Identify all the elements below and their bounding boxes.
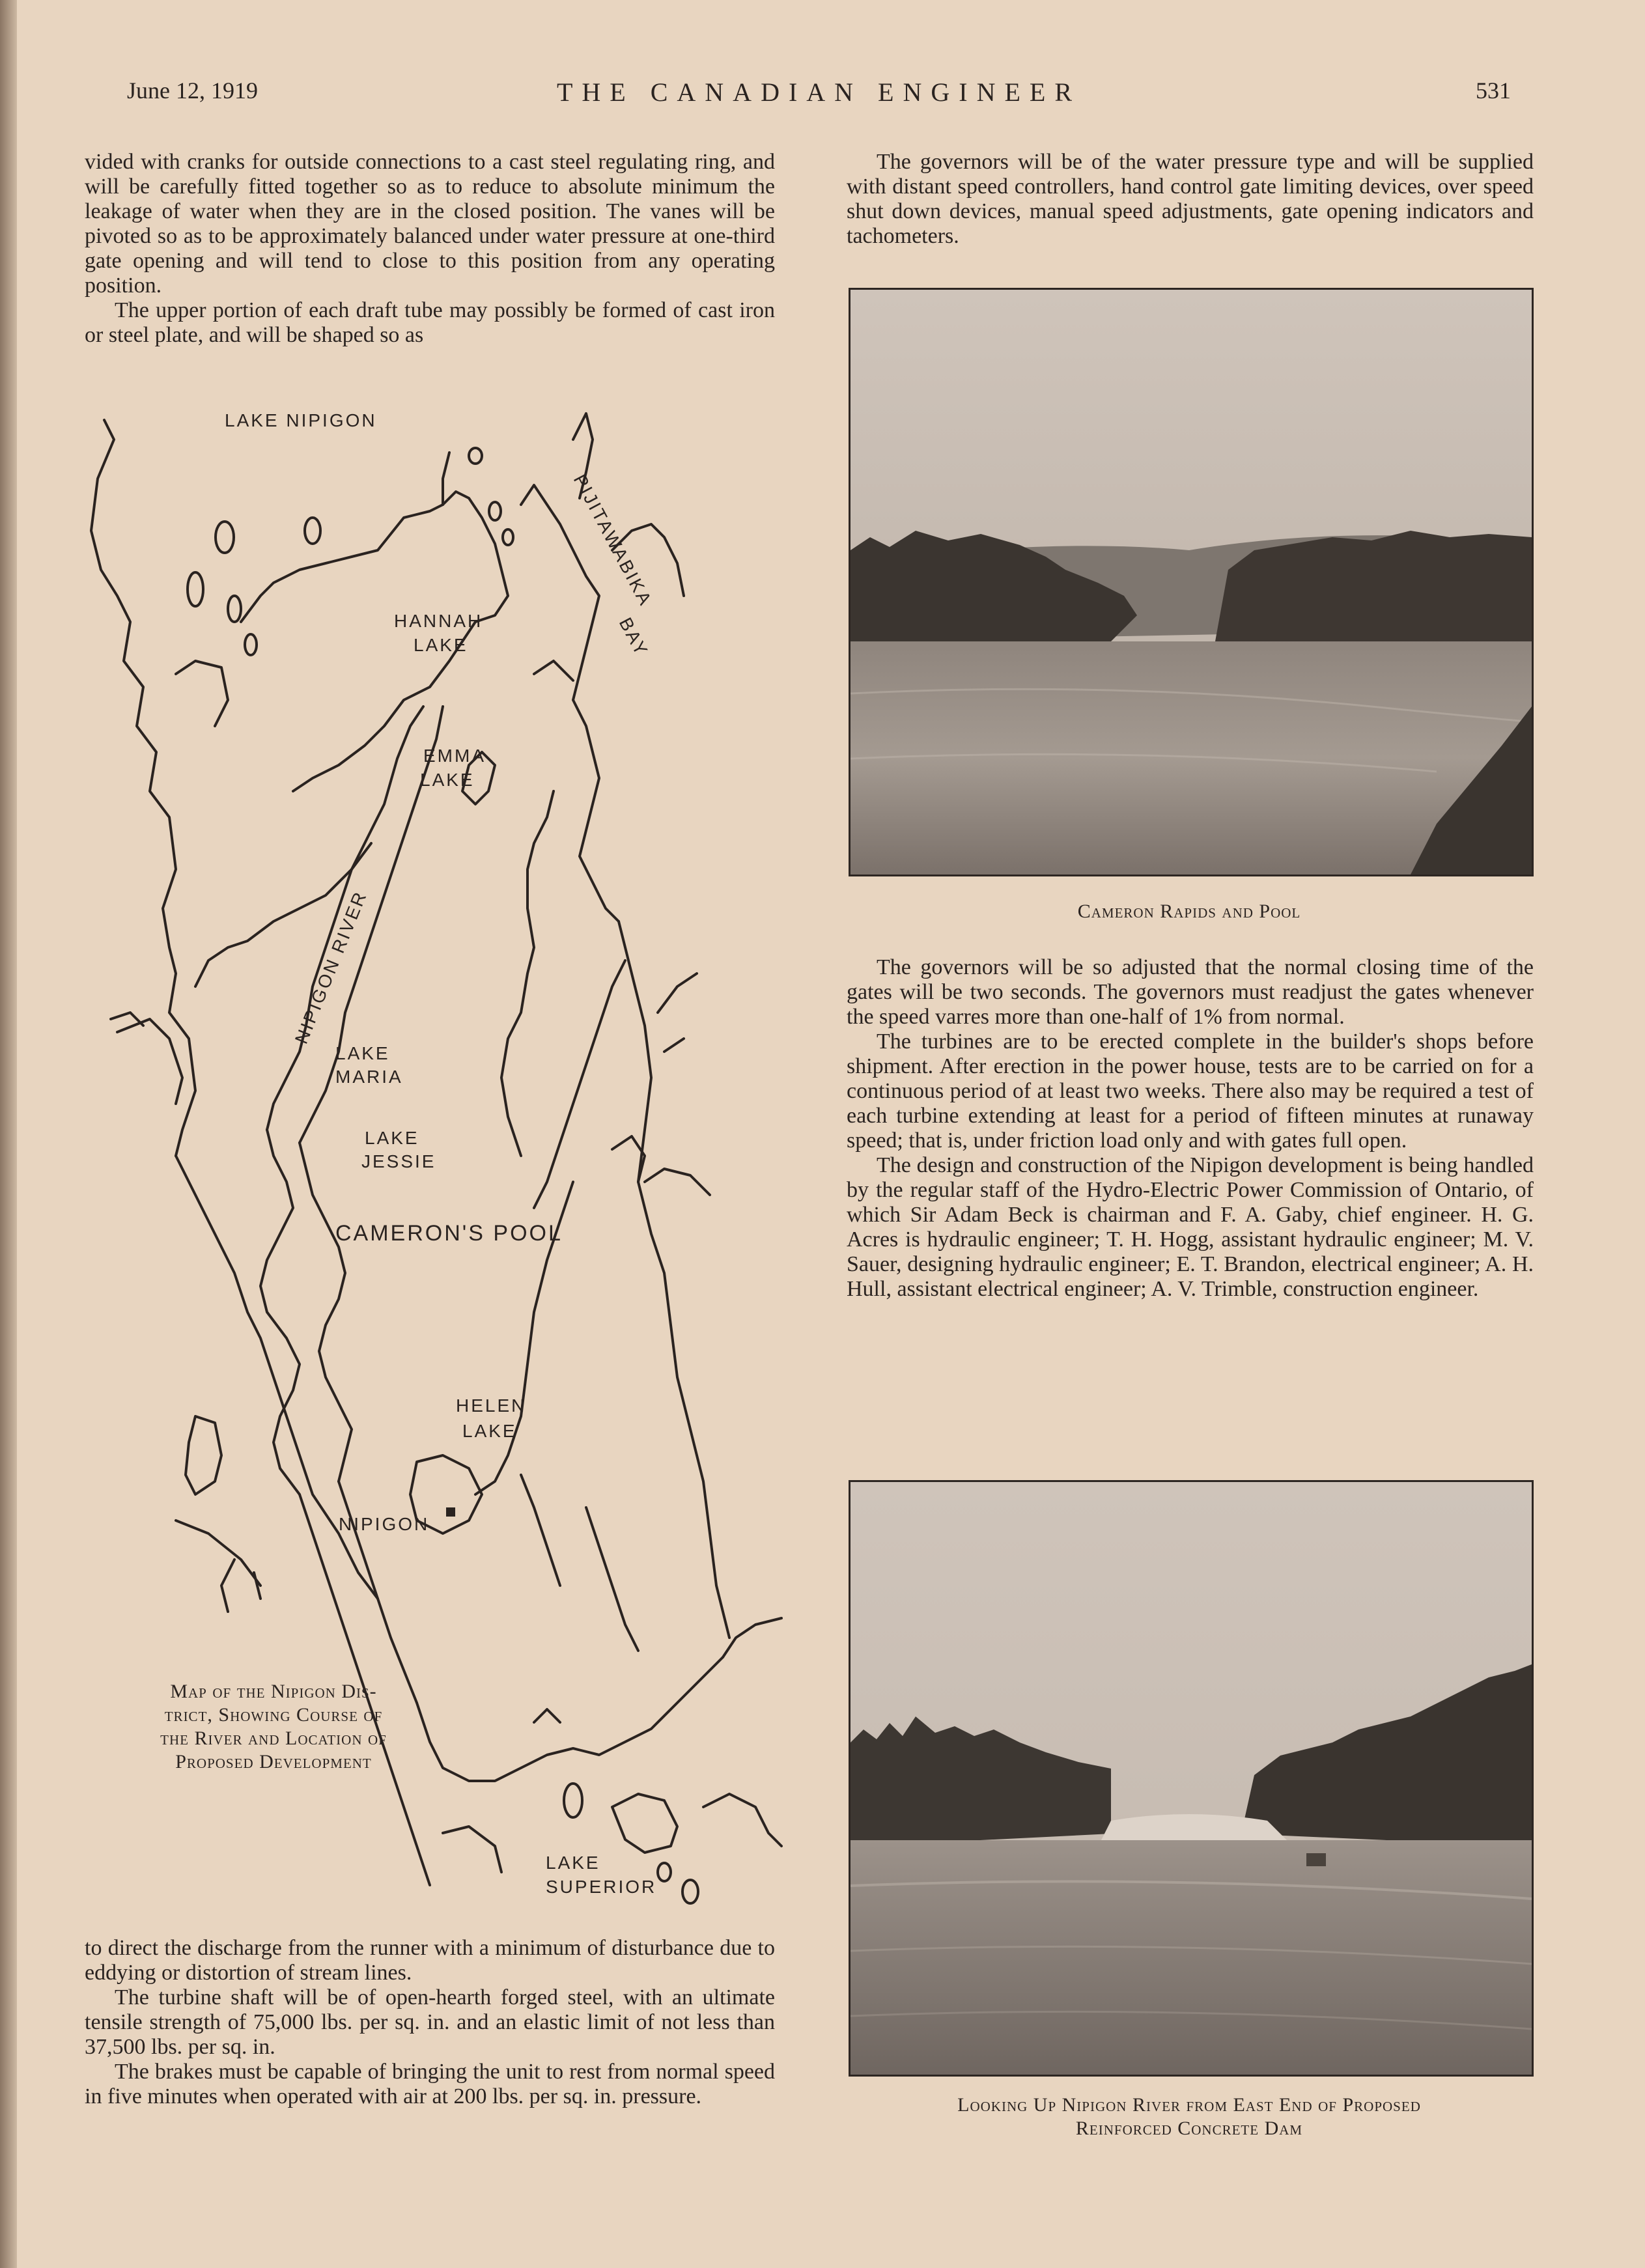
photo-cameron-rapids-caption: Cameron Rapids and Pool [1077,901,1301,922]
paragraph: The turbines are to be erected complete in the builder's shops before shipment. After erection in the power house, tests are to be carried on for a continuous period of at least two weeks. There also may be required a test of each turbine extending at least for a period of fifteen minutes at runaway speed; that is, under friction load only and with gates full open. [847,1029,1534,1153]
left-column-top-text [85,150,775,348]
left-column-bottom-text [85,1936,775,2109]
label-helen-lake: LAKE [462,1421,517,1441]
caption-line: Reinforced Concrete Dam [1075,2118,1303,2139]
label-helen: HELEN [456,1395,527,1416]
label-nipigon-river: NIPIGON RIVER [290,888,371,1047]
label-hannah-lake: LAKE [414,635,468,655]
label-lake-jessie-1: LAKE [365,1128,419,1148]
label-emma: EMMA [423,746,486,766]
photo-nipigon-river-dam-caption [840,2093,1538,2140]
page-number: 531 [1476,77,1511,104]
paragraph: The governors will be of the water pressure type and will be supplied with distant speed controllers, hand control gate limiting devices, over speed shut down devices, manual speed adjustments, gate opening indicators and tachometers. [847,150,1534,248]
label-lake-jessie-2: JESSIE [361,1151,436,1171]
paragraph: to direct the discharge from the runner with a minimum of disturbance due to eddying or distortion of stream lines. [85,1936,775,1985]
label-lake-superior-1: LAKE [546,1853,600,1873]
label-emma-lake: LAKE [420,770,475,790]
photo-cameron-rapids-image [851,290,1532,875]
nipigon-town-marker [446,1507,455,1517]
paragraph: The upper portion of each draft tube may possibly be formed of cast iron or steel plate, and will be shaped so as [85,298,775,347]
caption-line: Proposed Development [175,1751,372,1772]
paragraph: vided with cranks for outside connections to a cast steel regulating ring, and will be carefully fitted together so as to reduce to absolute minimum the leakage of water when they are in the closed position. The vanes will be pivoted so as to be approximately balanced under water pressure at one-third gate opening and will tend to close to this position from any operating position. [85,150,775,298]
label-lake-maria-2: MARIA [335,1067,403,1087]
page-binding-edge [0,0,17,2268]
photo-nipigon-river-dam-image [851,1482,1532,2075]
photo-nipigon-river-dam [849,1480,1534,2077]
caption-line: Map of the Nipigon Dis- [170,1681,377,1702]
label-nipigon: NIPIGON [339,1514,430,1534]
map-caption [91,1680,456,1774]
photo-cameron-rapids [849,288,1534,876]
label-lake-nipigon: LAKE NIPIGON [225,410,377,430]
label-lake-superior-2: SUPERIOR [546,1877,657,1897]
issue-date: June 12, 1919 [127,77,258,104]
label-bay: BAY [615,614,653,660]
caption-line: Looking Up Nipigon River from East End of Proposed [957,2094,1421,2116]
label-hannah: HANNAH [394,611,483,631]
caption-line: trict, Showing Course of [164,1704,383,1726]
right-column-top-text [847,150,1534,249]
label-camerons-pool: CAMERON'S POOL [335,1221,563,1246]
nipigon-district-map [78,400,794,1924]
page-header [127,77,1511,116]
paragraph: The brakes must be capable of bringing the unit to rest from normal speed in five minutes when operated with air at 200 lbs. per sq. in. pressure. [85,2060,775,2108]
paragraph: The design and construction of the Nipigon development is being handled by the regular staff of the Hydro-Electric Power Commission of Ontario, of which Sir Adam Beck is chairman and F. A. Gaby, chief engineer. H. G. Acres is hydraulic engineer; T. H. Hogg, assistant hydraulic engineer; M. V. Sauer, designing hydraulic engineer; E. T. Brandon, electrical engineer; A. H. Hull, assistant electrical engineer; A. V. Trimble, construction engineer. [847,1153,1534,1301]
caption-line: the River and Location of [160,1728,387,1749]
label-lake-maria-1: LAKE [335,1043,390,1063]
masthead: THE CANADIAN ENGINEER [556,77,1082,107]
right-column-middle-text [847,955,1534,1302]
paragraph: The turbine shaft will be of open-hearth forged steel, with an ultimate tensile strength of 75,000 lbs. per sq. in. and an elastic limit of not less than 37,500 lbs. per sq. in. [85,1985,775,2059]
paragraph: The governors will be so adjusted that the normal closing time of the gates will be two seconds. The governors must readjust the gates whenever the speed varres more than one-half of 1% from normal. [847,955,1534,1029]
label-pijitawabika: PIJITAWABIKA [569,471,656,610]
